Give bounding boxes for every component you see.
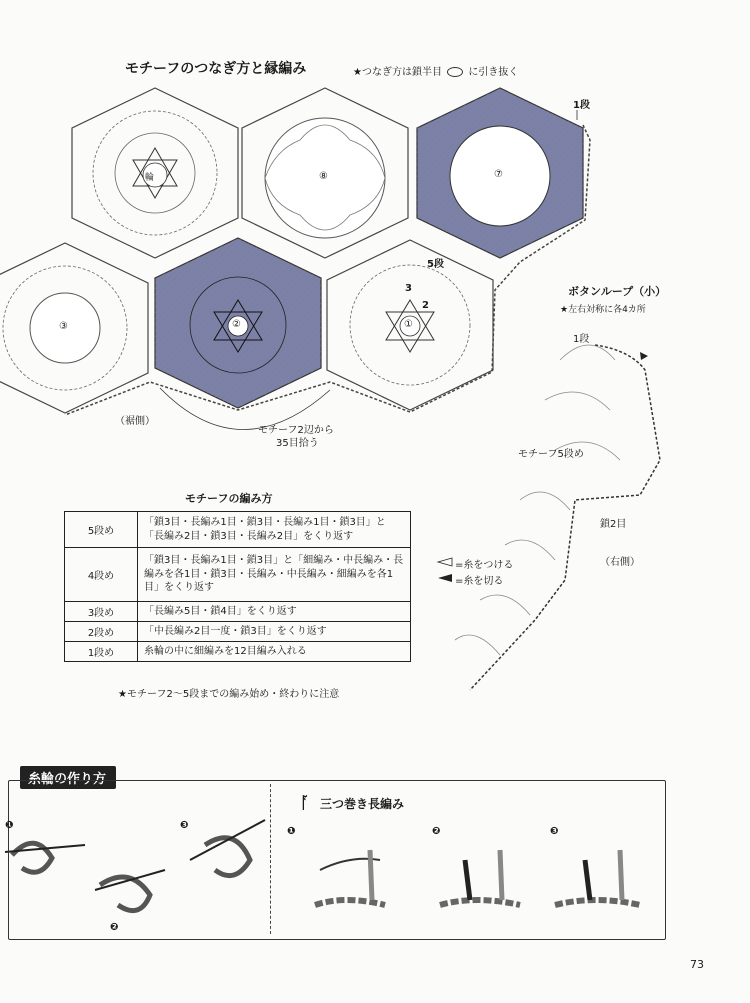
motif-top-left	[72, 88, 238, 258]
motif-label-7: ⑦	[494, 169, 503, 180]
button-loop-round1: 1段	[573, 334, 590, 345]
ring-step-3: ❸	[180, 820, 189, 831]
motif-row5-label: モチーフ5段め	[518, 449, 584, 460]
num-2-label: 2	[422, 300, 429, 311]
motif-label-ring: 輪	[145, 173, 155, 183]
round-1-label-top: 1段	[573, 100, 590, 111]
instructions-title: モチーフの編み方	[185, 492, 273, 505]
section-divider	[270, 784, 271, 934]
ring-section-title: 糸輪の作り方	[20, 766, 116, 789]
joining-note-suffix: に引き抜く	[468, 67, 519, 78]
button-loop-title: ボタンループ（小）	[568, 285, 667, 298]
round-5-label: 5段	[427, 259, 444, 270]
row-label: 2段め	[65, 622, 138, 642]
row-label: 3段め	[65, 602, 138, 622]
joining-note	[353, 63, 518, 78]
motif-3	[0, 243, 148, 413]
row-text: 糸輪の中に細編みを12目編み入れる	[138, 642, 411, 662]
instructions-note: ★モチーフ2〜5段までの編み始め・終わりに注意	[118, 689, 340, 700]
treble-title: 三つ巻き長編み	[320, 797, 405, 811]
chain2-label: 鎖2目	[600, 519, 627, 530]
legend-markers	[438, 558, 452, 582]
table-row	[65, 622, 411, 642]
table-row	[65, 512, 411, 548]
pickup-line-1: モチーフ2辺から	[258, 425, 334, 436]
row-label: 5段め	[65, 512, 138, 548]
legend-attach: =糸をつける	[455, 560, 514, 571]
hem-side-label: （裾側）	[115, 416, 155, 427]
table-row	[65, 548, 411, 602]
num-3-label: 3	[405, 283, 412, 294]
motif-label-2: ②	[232, 319, 241, 330]
joining-note-text: ★つなぎ方は鎖半目	[353, 67, 442, 78]
row-text: 「中長編み2目一度・鎖3目」をくり返す	[138, 622, 411, 642]
treble-step-2: ❷	[432, 826, 441, 837]
table-row	[65, 602, 411, 622]
right-side-label: （右側）	[600, 557, 640, 568]
row-text: 「長編み5目・鎖4目」をくり返す	[138, 602, 411, 622]
row-label: 1段め	[65, 642, 138, 662]
motif-label-8: ⑧	[319, 171, 328, 182]
motif-label-1: ①	[404, 319, 413, 330]
instructions-table	[64, 511, 411, 662]
row-label: 4段め	[65, 548, 138, 602]
treble-symbol-icon: ᚪ	[300, 793, 310, 812]
row-text: 「鎖3目・長編み1目・鎖3目」と「細編み・中長編み・長編みを各1目・鎖3目・長編み・中長編み・細編みを各1目」をくり返す	[138, 548, 411, 602]
treble-step-3: ❸	[550, 826, 559, 837]
button-loop-note: ★左右対称に各4カ所	[560, 305, 646, 315]
table-row	[65, 642, 411, 662]
ring-step-2: ❷	[110, 922, 119, 933]
treble-step-1: ❶	[287, 826, 296, 837]
pickup-line-2: 35目拾う	[276, 438, 319, 449]
legend-cut: =糸を切る	[455, 576, 504, 587]
motif-label-3: ③	[59, 321, 68, 332]
row-text: 「鎖3目・長編み1目・鎖3目・長編み1目・鎖3目」と「長編み2目・鎖3目・長編み2目」をくり返す	[138, 512, 411, 548]
page-title: モチーフのつなぎ方と縁編み	[125, 61, 307, 77]
page-number: 73	[690, 958, 704, 971]
slip-stitch-icon	[447, 67, 463, 77]
button-loop-diagram	[455, 345, 660, 690]
ring-step-1: ❶	[5, 820, 14, 831]
